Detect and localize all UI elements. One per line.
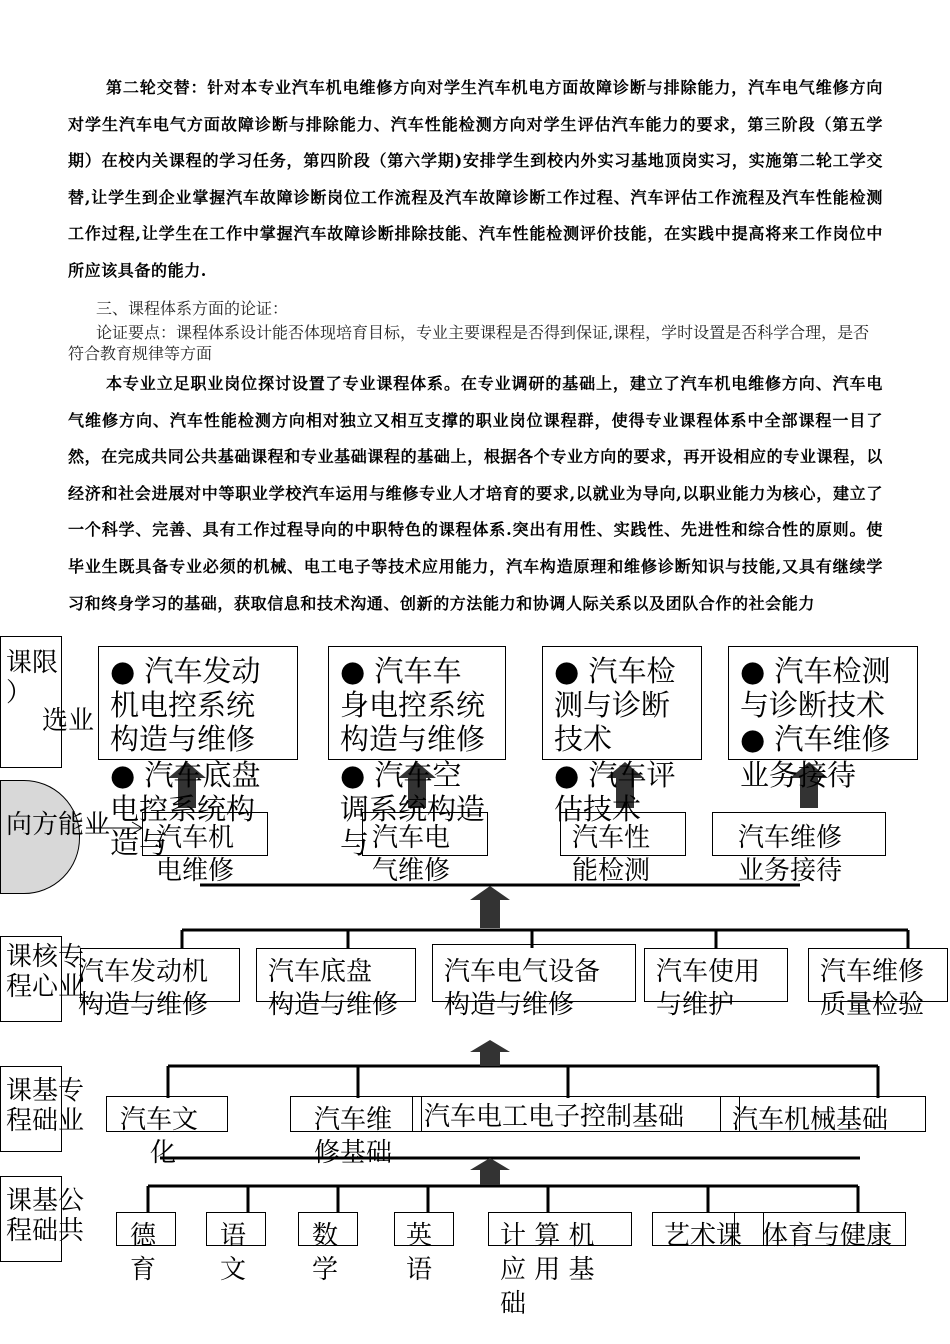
side-label-basic-2: 程础业 [6,1106,85,1136]
public-4-line-1: 英 [406,1221,433,1251]
side-label-public-2: 程础共 [6,1216,85,1246]
elective-2-line-6: 与 [340,826,370,860]
argument-points: 论证要点：课程体系设计能否体现培育目标，专业主要课程是否得到保证,课程，学时设置是否科学合理，是否符合教育规律等方面 [68,323,870,363]
direction-3-line-1: 汽车性 [572,823,651,853]
elective-4-line-4: 业务接待 [740,758,857,792]
direction-4-line-2: 业务接待 [738,856,843,886]
core-5-line-1: 汽车维修 [820,957,925,987]
elective-1-line-3: 构造与维修 [110,722,256,756]
elective-1-line-2: 机电控系统 [110,688,256,722]
elective-4-line-2: 与诊断技术 [740,688,886,722]
core-1-line-1: 汽车发动机 [78,957,209,987]
elective-2-line-4: ● 汽车空 [340,758,462,792]
side-label-elective-2: ） [6,678,33,708]
public-6-line-1: 艺术课 [664,1221,743,1251]
core-4-line-2: 与维护 [656,990,735,1020]
side-label-direction: 向方能业 [6,810,111,840]
public-5-line-3: 础 [500,1289,527,1319]
public-5-line-1: 计 算 机 [500,1221,595,1251]
public-5-line-2: 应 用 基 [500,1255,595,1285]
public-2-line-1: 语 [220,1221,247,1251]
core-5-line-2: 质量检验 [820,990,925,1020]
elective-2-line-3: 构造与维修 [340,722,486,756]
elective-2-line-2: 身电控系统 [340,688,486,722]
direction-1-line-1: 汽车机 [156,823,235,853]
paragraph-curriculum-system: 本专业立足职业岗位探讨设置了专业课程体系。在专业调研的基础上，建立了汽车机电维修方向、汽车电气维修方向、汽车性能检测方向相对独立又相互支撑的职业岗位课程群，使得专业课程体系中全部课程一目了然，在完成共同公共基础课程和专业基础课程的基础上，根据各个专业方向的要求，再开设相应的专业课程，以经济和社会进展对中等职业学校汽车运用与维修专业人才培育的要求,以就业为导向,以职业能力为核心，建立了一个科学、完善、具有工作过程导向的中职特色的课程体系.突出有用性、实践性、先进性和综合性的原则。使毕业生既具备专业必须的机械、电工电子等技术应用能力，汽车构造原理和维修诊断知识与技能,又具有继续学习和终身学习的基础，获取信息和技术沟通、创新的方法能力和协调人际关系以及团队合作的社会能力 [68,374,883,613]
side-label-core-2: 程心业 [6,972,85,1002]
public-3-line-2: 学 [312,1255,339,1285]
direction-2-line-2: 气维修 [372,856,451,886]
public-3-line-1: 数 [312,1221,339,1251]
public-1-line-2: 育 [130,1255,157,1285]
basic-2-line-1: 汽车维 [314,1105,393,1135]
public-1-line-1: 德 [130,1221,157,1251]
elective-4-line-1: ● 汽车检测 [740,654,891,688]
basic-1-line-1: 汽车文 [120,1105,199,1135]
elective-3-line-5: 估技术 [554,792,642,826]
side-label-core-1: 课核专 [6,942,85,972]
section-heading-curriculum: 三、课程体系方面的论证： [96,299,289,318]
core-2-line-2: 构造与维修 [268,990,399,1020]
public-2-line-2: 文 [220,1255,247,1285]
elective-2-line-5: 调系统构造 [340,792,486,826]
elective-1-line-5: 电控系统构 [110,792,256,826]
side-label-elective-1: 课限 [6,648,59,678]
core-3-line-1: 汽车电气设备 [444,957,601,987]
core-1-line-2: 构造与维修 [78,990,209,1020]
elective-1-line-4: ● 汽车底盘 [110,758,261,792]
paragraph-second-rotation: 第二轮交替：针对本专业汽车机电维修方向对学生汽车机电方面故障诊断与排除能力，汽车电气维修方向对学生汽车电气方面故障诊断与排除能力、汽车性能检测方向对学生评估汽车能力的要求，第三阶段（第五学期）在校内关课程的学习任务，第四阶段（第六学期)安排学生到校内外实习基地顶岗实习，实施第二轮工学交替,让学生到企业掌握汽车故障诊断岗位工作流程及汽车故障诊断工作过程、汽车评估工作流程及汽车性能检测工作过程,让学生在工作中掌握汽车故障诊断排除技能、汽车性能检测评价技能，在实践中提高将来工作岗位中所应该具备的能力. [68,78,883,280]
public-7-line-1: 体育与健康 [762,1221,893,1251]
elective-3-line-3: 技术 [554,722,613,756]
elective-1-line-6: 造与 [110,826,169,860]
public-4-line-2: 语 [406,1255,433,1285]
elective-3-line-4: ● 汽车评 [554,758,676,792]
direction-2-line-1: 汽车电 [372,823,451,853]
core-3-line-2: 构造与维修 [444,990,575,1020]
elective-3-line-1: ● 汽车检 [554,654,676,688]
direction-1-line-2: 电维修 [156,856,235,886]
basic-1-line-2: 化 [150,1138,177,1168]
elective-3-line-2: 测与诊断 [554,688,671,722]
core-2-line-1: 汽车底盘 [268,957,373,987]
side-label-basic-1: 课基专 [6,1076,85,1106]
basic-3-line-1: 汽车电工电子控制基础 [424,1102,685,1132]
basic-2-line-2: 修基础 [314,1138,393,1168]
elective-2-line-1: ● 汽车车 [340,654,462,688]
side-label-elective-3: 选业 [42,706,95,736]
basic-4-line-1: 汽车机械基础 [732,1105,889,1135]
core-4-line-1: 汽车使用 [656,957,761,987]
direction-4-line-1: 汽车维修 [738,823,843,853]
elective-1-line-1: ● 汽车发动 [110,654,261,688]
direction-3-line-2: 能检测 [572,856,651,886]
elective-4-line-3: ● 汽车维修 [740,722,891,756]
side-label-public-1: 课基公 [6,1186,85,1216]
